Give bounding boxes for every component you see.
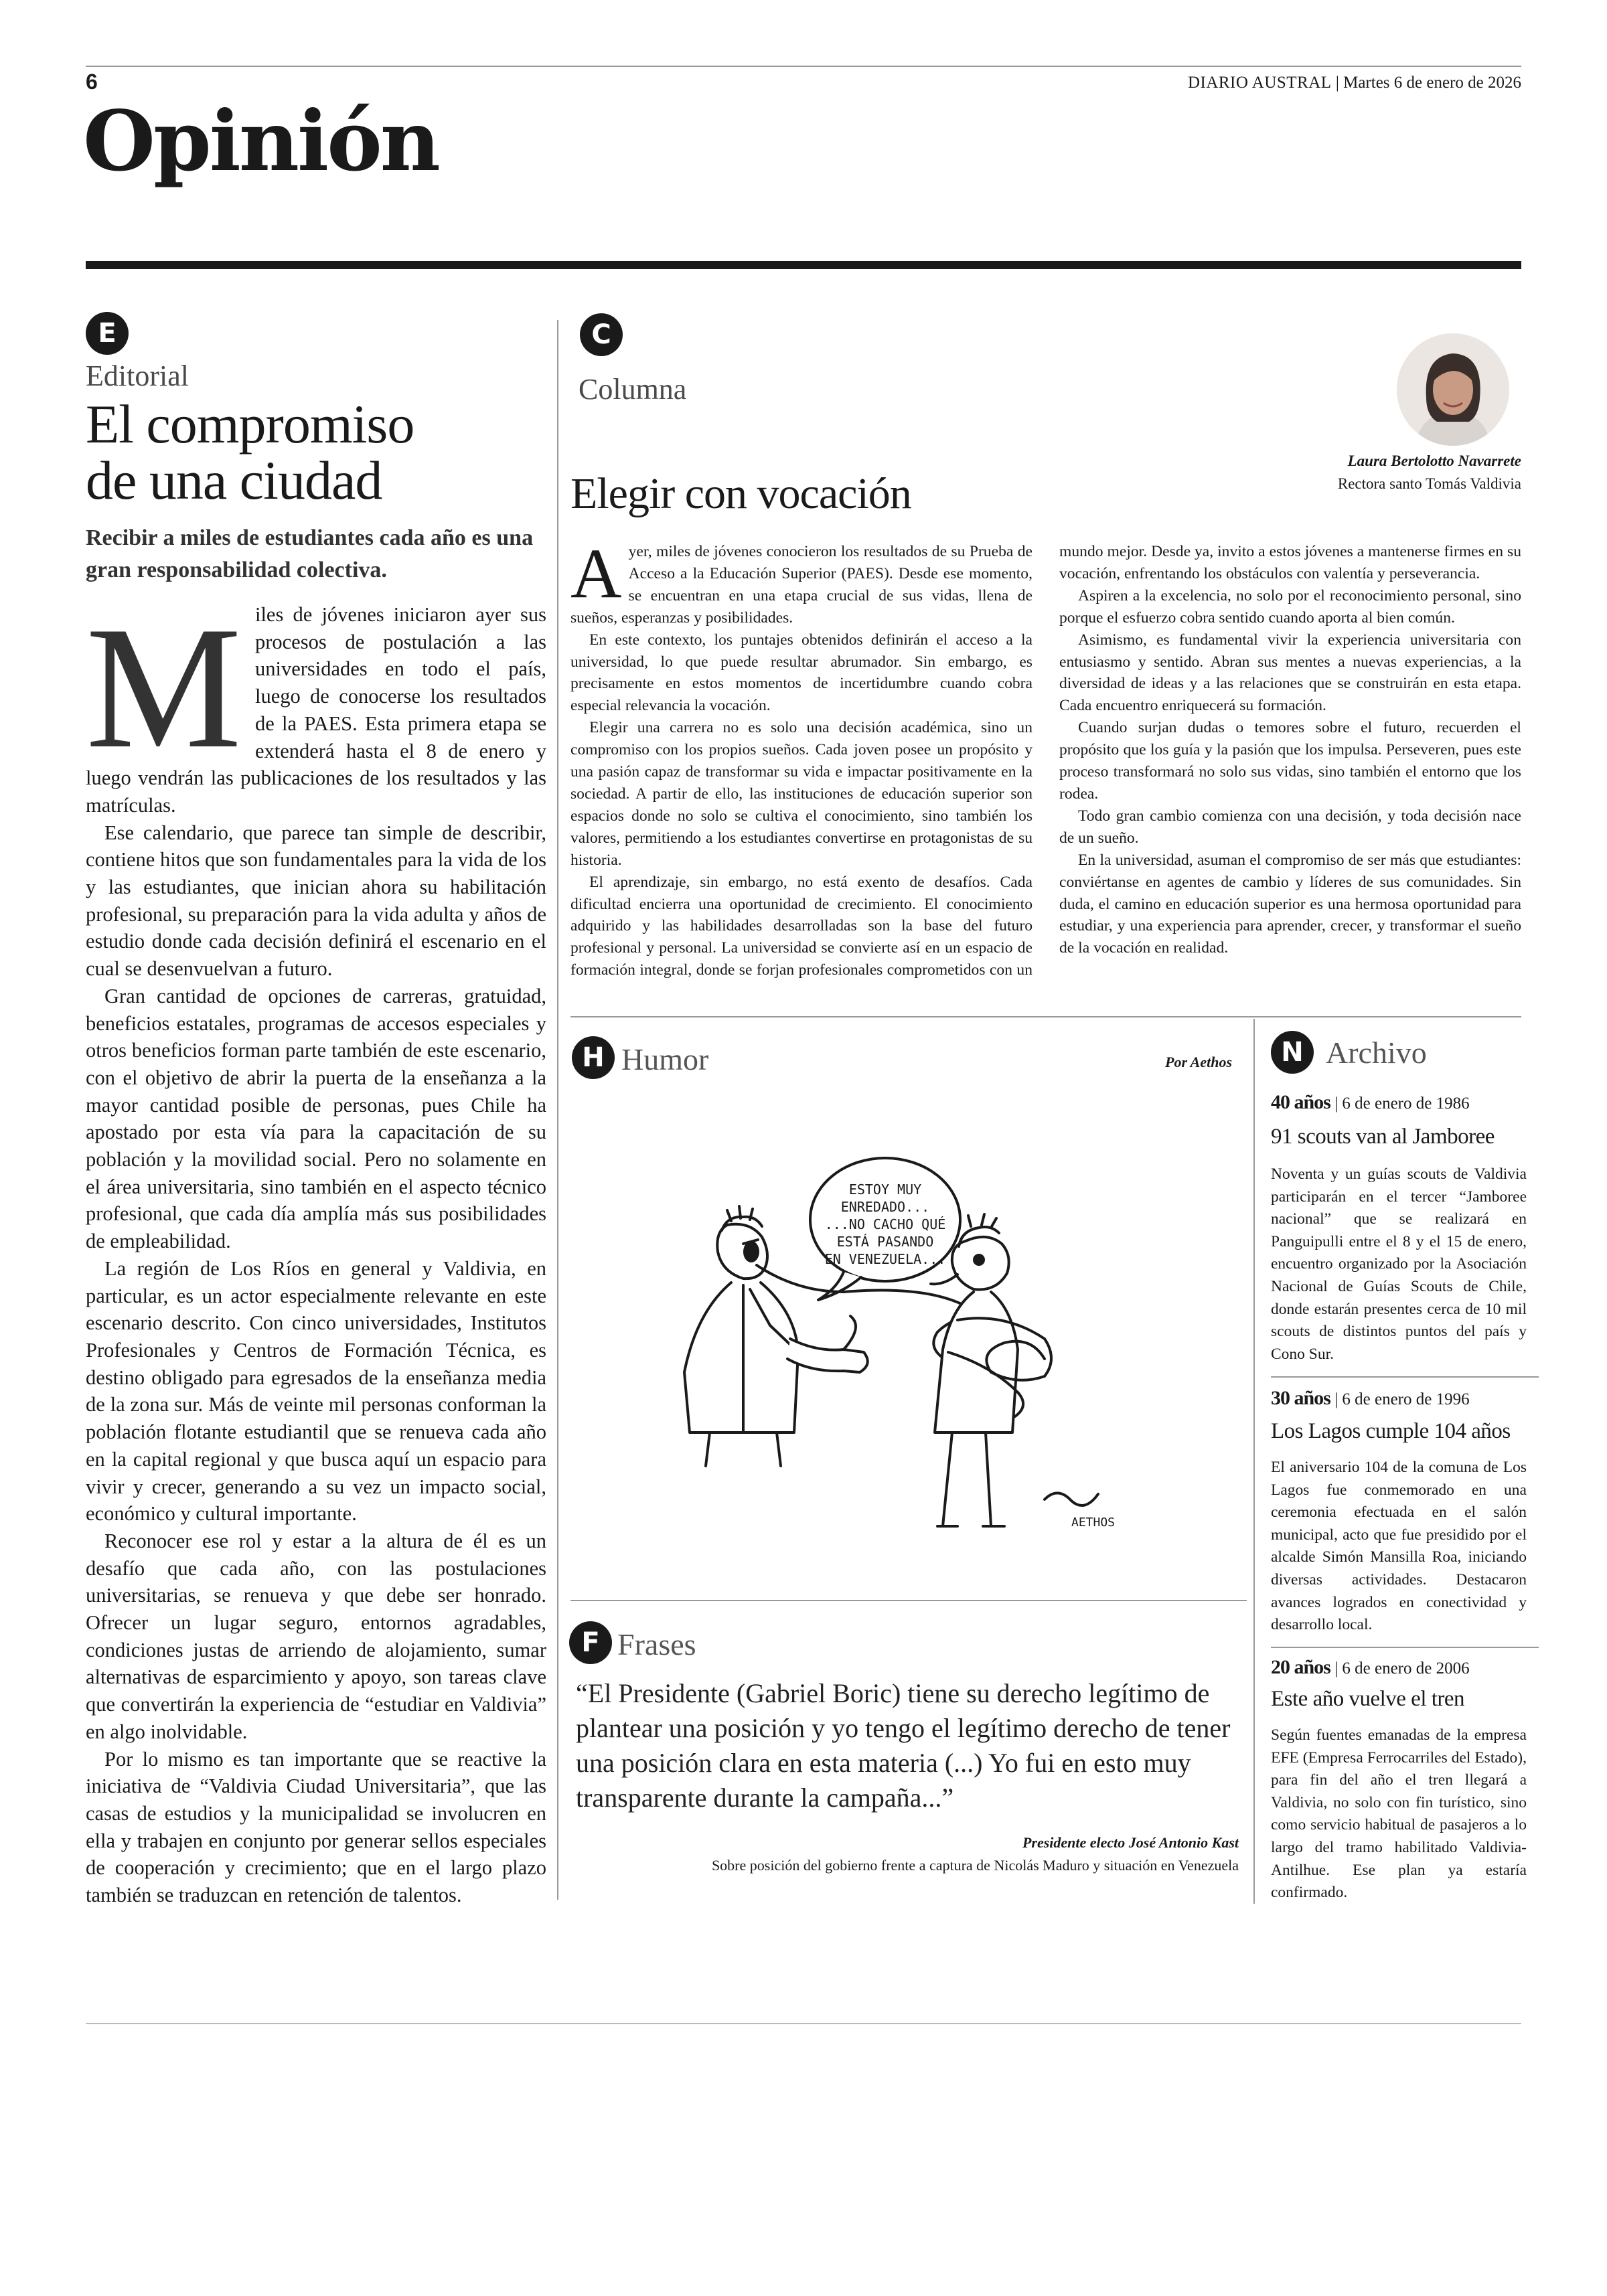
humor-badge: H <box>572 1036 615 1079</box>
column-paragraph: En este contexto, los puntajes obtenidos definirán el acceso a la universidad, lo que puede resultar abrumador. Sin embargo, es precisamente en estos momentos de incertidumbre cuando cobra especial relevancia la vocación. <box>570 631 1032 715</box>
archivo-body: Noventa y un guías scouts de Valdivia participarán en el tercer “Jamboree nacional” que se realizará en Panguipulli entre el 8 y el 15 de enero, encuentro organizado por la Asociación Nacional de Guías Scouts de Chile, donde estarán presentes cerca de 10 mil scouts de distintos puntos del país y Cono Sur. <box>1271 1165 1527 1363</box>
editorial-paragraph: Por lo mismo es tan importante que se reactive la iniciativa de “Valdivia Ciudad Universitaria”, que las casas de estudios y la municipalidad se involucren en ella y trabajen en conjunto por generar sellos especiales de cooperación y crecimiento; que en el largo plazo también se traduzcan en retención de talentos. <box>86 1747 546 1907</box>
editorial-headline-line: El compromiso <box>86 394 414 455</box>
bubble-line: ESTOY MUY <box>848 1181 922 1198</box>
archivo-date: 30 años | 6 de enero de 1996 <box>1271 1387 1470 1409</box>
column-paragraph: Cuando surjan dudas o temores sobre el futuro, recuerden el propósito que los guía y la pasión que los impulsa. Perseveren, pues este proceso transformará no solo sus vidas, sino también el entorno que los rodea. <box>1059 719 1521 803</box>
frases-attribution: Presidente electo José Antonio Kast <box>1022 1834 1239 1851</box>
bubble-line: EN VENEZUELA... <box>824 1251 946 1267</box>
frases-rule <box>570 1600 1247 1601</box>
archivo-column-rule <box>1253 1019 1255 1904</box>
editorial-body <box>86 590 546 1909</box>
column-paragraph: En la universidad, asuman el compromiso de ser más que estudiantes: conviértanse en agentes de cambio y líderes de sus comunidades. Sin duda, el camino en educación superior es una hermosa oportunidad para estudiar, y una experiencia para aprender, crecer, y transformar el sueño de la vocación en realidad. <box>1059 851 1521 957</box>
page-number: 6 <box>86 70 98 94</box>
editorial-column-rule <box>557 320 558 1900</box>
editorial-headline <box>86 394 521 511</box>
editorial-dropcap: M <box>86 590 242 785</box>
column-badge: C <box>580 313 623 356</box>
frases-context: Sobre posición del gobierno frente a captura de Nicolás Maduro y situación en Venezuela <box>711 1857 1239 1874</box>
editorial-badge: E <box>86 312 129 355</box>
header-bar <box>86 261 1521 269</box>
archivo-years: 20 años <box>1271 1656 1330 1678</box>
archivo-date-text: 6 de enero de 1996 <box>1342 1390 1470 1408</box>
author-name: Laura Bertolotto Navarrete <box>1347 453 1521 469</box>
bubble-line: ESTÁ PASANDO <box>836 1234 934 1250</box>
humor-credit: Por Aethos <box>1165 1054 1233 1070</box>
author-photo <box>1397 333 1509 446</box>
bottom-rule <box>86 2023 1521 2024</box>
masthead <box>1188 74 1521 92</box>
column-paragraph: Elegir una carrera no es solo una decisión académica, sino un compromiso con los propios sueños. Cada joven posee un propósito y una pasión capaz de transformar su vida e impactar positivamente en la sociedad. A partir de ello, las instituciones de educación superior son espacios donde no solo se cultiva el conocimiento, sino también los valores, permitiendo a los estudiantes convertirse en protagonistas de su historia. <box>570 719 1032 869</box>
archivo-years: 30 años <box>1271 1387 1330 1409</box>
archivo-badge: N <box>1271 1031 1314 1074</box>
column-paragraph: Todo gran cambio comienza con una decisión, y toda decisión nace de un sueño. <box>1059 807 1521 847</box>
editorial-lead: Recibir a miles de estudiantes cada año es una gran responsabilidad colectiva. <box>86 525 534 582</box>
column-paragraph: El aprendizaje, sin embargo, no está exento de desafíos. Cada dificultad encierra una oportunidad de crecimiento. El conocimiento adquirido y las habilidades desarrolladas son la base del futuro profesional y personal. La universidad se convierte así en un espacio de formación integral, donde se forjan profesionales comprometidos con un mundo mejor. Desde ya, invito a estos jóvenes a mantenerse firmes en su vocación, enfrentando los obstáculos con valentía y perseverancia. <box>570 543 1521 979</box>
archivo-divider <box>1271 1647 1539 1648</box>
frases-quote: “El Presidente (Gabriel Boric) tiene su derecho legítimo de plantear una posición y yo tengo el legítimo derecho de tener una posición clara en esta materia (...) Yo fui en esto muy transparente durante la campaña...” <box>576 1678 1231 1813</box>
archivo-years: 40 años <box>1271 1091 1330 1113</box>
editorial-paragraph: iles de jóvenes iniciaron ayer sus procesos de postulación a las universidades en todo el país, luego de conocerse los resultados de la PAES. Esta primera etapa se extenderá hasta el 8 de enero y luego vendrán las publicaciones de los resultados y las matrículas. <box>86 603 546 817</box>
archivo-date-text: 6 de enero de 2006 <box>1342 1659 1470 1677</box>
column-paragraph: Aspiren a la excelencia, no solo por el reconocimiento personal, sino porque el esfuerzo cobra sentido cuando aporta al bien común. <box>1059 586 1521 627</box>
archivo-headline: Este año vuelve el tren <box>1271 1687 1465 1711</box>
archivo-title: Archivo <box>1326 1036 1427 1070</box>
publication-name: DIARIO AUSTRAL <box>1187 74 1332 92</box>
bubble-line: ENREDADO... <box>840 1199 930 1215</box>
editorial-paragraph: La región de Los Ríos en general y Valdivia, en particular, es un actor especialmente relevante en este escenario descrito. Con cinco universidades, Institutos Profesionales y Centros de Formación Técnica, es destino obligado para egresados de la enseñanza media de la zona sur. Más de veinte mil personas conforman la población flotante estudiantil que se renueva cada año en la capital regional y que busca aquí un espacio para vivir y crecer, generando a su vez un impacto social, económico y cultural importante. <box>86 1256 546 1526</box>
humor-title: Humor <box>621 1042 709 1076</box>
archivo-headline: Los Lagos cumple 104 años <box>1271 1419 1511 1443</box>
editorial-kicker: Editorial <box>86 359 189 392</box>
archivo-date-text: 6 de enero de 1986 <box>1342 1094 1470 1113</box>
cartoon-signature: AETHOS <box>1071 1515 1116 1530</box>
author-portrait-icon <box>1397 333 1509 446</box>
frases-title: Frases <box>617 1627 696 1661</box>
frases-badge: F <box>569 1621 612 1664</box>
author-role: Rectora santo Tomás Valdivia <box>1337 475 1521 492</box>
top-rule <box>86 66 1521 67</box>
editorial-paragraph: Reconocer ese rol y estar a la altura de él es un desafío que cada año, con las postulaciones universitarias, se renueva y que debe ser honrado. Ofrecer un lugar seguro, entornos agradables, condiciones justas de arriendo de alojamiento, sumar alternativas de esparcimiento y apoyo, son tareas clave que convertirán la experiencia de “estudiar en Valdivia” en algo inolvidable. <box>86 1529 546 1743</box>
archivo-body: Según fuentes emanadas de la empresa EFE (Empresa Ferrocarriles del Estado), para fin del año el tren llegará a Valdivia, no solo con fin turístico, sino como servicio habitual de pasajeros a lo largo del tramo habilitado Valdivia-Antilhue. Ese plan ya estaría confirmado. <box>1271 1726 1527 1902</box>
editorial-headline-line: de una ciudad <box>86 449 382 511</box>
archivo-body: El aniversario 104 de la comuna de Los Lagos fue conmemorado en una ceremonia efectuada en el salón municipal, acto que fue presidido por el alcalde Simón Mansilla Roa, iniciando diversas actividades. Destacaron avances logrados en conectividad y desarrollo local. <box>1271 1459 1527 1634</box>
column-paragraph: Asimismo, es fundamental vivir la experiencia universitaria con entusiasmo y sentido. Abran sus mentes a nuevas experiencias, a la diversidad de ideas y a las relaciones que se construirán en esta etapa. Cada encuentro enriquecerá su formación. <box>1059 631 1521 715</box>
archivo-date: 20 años | 6 de enero de 2006 <box>1271 1656 1470 1678</box>
publication-date: Martes 6 de enero de 2026 <box>1343 74 1521 92</box>
editorial-paragraph: Gran cantidad de opciones de carreras, gratuidad, beneficios estatales, programas de accesos especiales y otros beneficios forman parte también de este escenario, con el objetivo de abrir la puerta de la enseñanza a la mayor cantidad posible de personas, pues Chile ha apostado por esta vía para la capacitación de su población y la movilidad social. Pero no solamente en el área universitaria, sino también en el aspecto técnico profesional, que cada día amplía más sus posibilidades de empleabilidad. <box>86 984 546 1253</box>
column-kicker: Columna <box>579 373 687 406</box>
section-title: Opinión <box>83 93 439 190</box>
archivo-divider <box>1271 1376 1539 1378</box>
column-dropcap: A <box>570 534 622 612</box>
editorial-paragraph: Ese calendario, que parece tan simple de describir, contiene hitos que son fundamentales para la vida de los y las estudiantes, que inician ahora su habilitación profesional, su preparación para la vida adulta y años de estudio donde cada decisión definirá el escenario en el cual se desenvuelvan a futuro. <box>86 821 546 981</box>
column-headline: Elegir con vocación <box>570 469 911 518</box>
cartoon-illustration <box>643 1151 1138 1553</box>
archivo-headline: 91 scouts van al Jamboree <box>1271 1125 1495 1149</box>
column-paragraph: yer, miles de jóvenes conocieron los resultados de su Prueba de Acceso a la Educación Superior (PAES). Desde ese momento, se encuentran en una etapa crucial de sus vidas, llena de sueños, esperanzas y posibilidades. <box>570 543 1032 627</box>
masthead-divider: | <box>1335 74 1344 92</box>
bubble-line: ...NO CACHO QUÉ <box>824 1216 946 1232</box>
column-body <box>570 534 1521 1016</box>
archivo-date: 40 años | 6 de enero de 1986 <box>1271 1091 1470 1113</box>
humor-cartoon <box>643 1151 1138 1553</box>
humor-rule <box>570 1016 1521 1017</box>
